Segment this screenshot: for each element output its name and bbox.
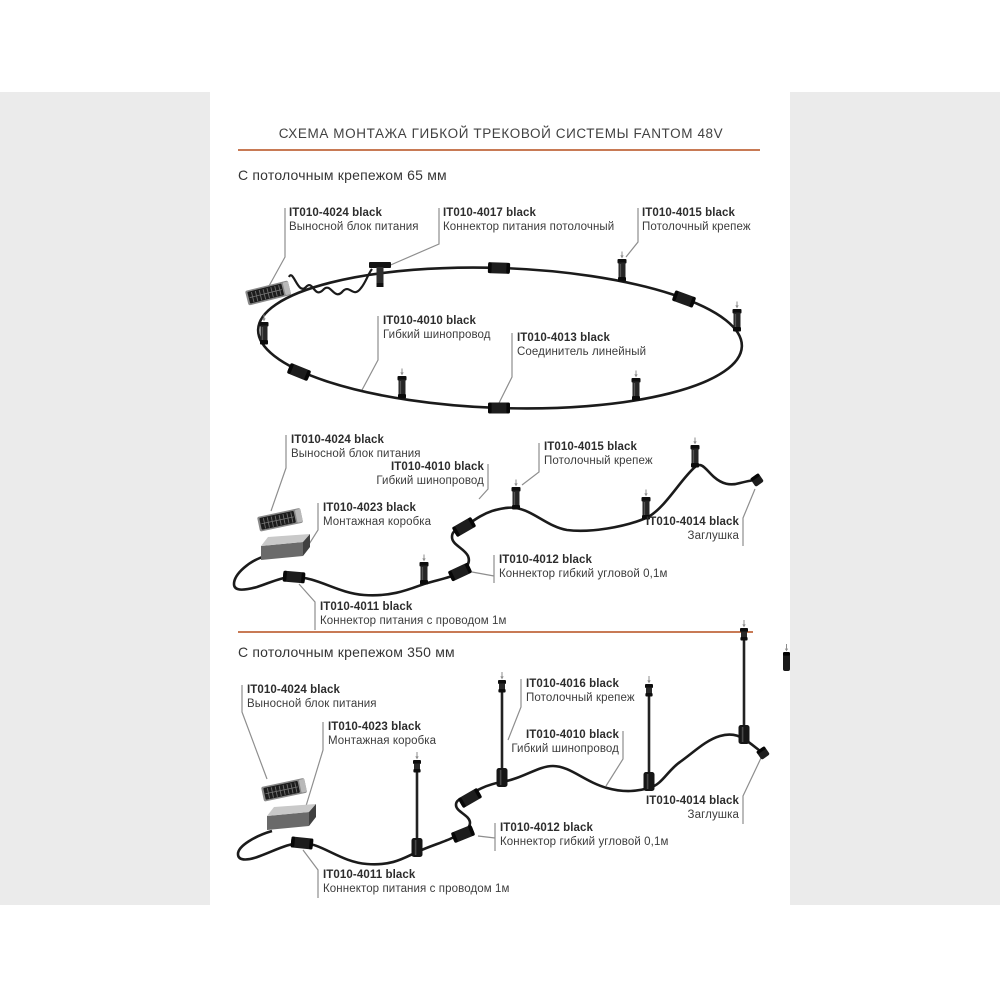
label-it010-4016 [526,678,635,705]
part-desc: Заглушка [687,529,739,542]
part-desc: Потолочный крепеж [544,454,653,467]
part-code: IT010-4024 black [247,684,341,696]
part-desc: Монтажная коробка [328,734,437,747]
part-code: IT010-4024 black [291,434,385,446]
part-desc: Гибкий шинопровод [511,742,619,755]
label-it010-4017 [443,207,614,234]
part-desc: Гибкий шинопровод [376,474,484,487]
label-it010-4015 [544,441,653,468]
part-desc: Коннектор гибкий угловой 0,1м [500,835,669,848]
part-code: IT010-4016 black [526,678,620,690]
label-it010-4010 [383,315,491,342]
part-code: IT010-4012 black [500,822,594,834]
part-code: IT010-4010 black [525,729,619,741]
part-desc: Коннектор гибкий угловой 0,1м [499,567,668,580]
part-desc: Гибкий шинопровод [383,328,491,341]
label-it010-4014 [646,516,739,543]
part-desc: Коннектор питания потолочный [443,220,615,233]
part-code: IT010-4010 black [390,461,484,473]
label-it010-4024 [247,684,377,711]
label-it010-4023 [323,502,431,529]
part-code: IT010-4015 black [544,441,638,453]
flexible-track-loop [256,260,745,417]
diagram-wavy-350mm [238,620,790,898]
label-it010-4011 [323,869,510,896]
leader-lines [269,208,638,403]
part-desc: Потолочный крепеж [526,691,635,704]
label-it010-4010 [376,461,484,488]
part-desc: Соединитель линейный [517,345,647,358]
part-code: IT010-4013 black [517,332,611,344]
part-code: IT010-4017 black [443,207,537,219]
label-it010-4013 [517,332,646,359]
part-desc: Коннектор питания с проводом 1м [320,614,507,627]
part-desc: Выносной блок питания [289,220,419,233]
part-desc: Потолочный крепеж [642,220,751,233]
part-desc: Выносной блок питания [247,697,377,710]
page-title: СХЕМА МОНТАЖА ГИБКОЙ ТРЕКОВОЙ СИСТЕМЫ FANTOM 48V [278,126,724,141]
label-it010-4015 [642,207,751,234]
part-desc: Выносной блок питания [291,447,421,460]
label-it010-4012 [499,554,667,581]
part-code: IT010-4010 black [383,315,477,327]
label-it010-4024 [289,207,419,234]
part-desc: Монтажная коробка [323,515,432,528]
part-code: IT010-4011 black [323,869,416,881]
part-code: IT010-4024 black [289,207,383,219]
part-code: IT010-4014 black [645,795,739,807]
section-heading-65mm: С потолочным крепежом 65 мм [238,167,447,183]
part-code: IT010-4011 black [320,601,413,613]
part-code: IT010-4014 black [645,516,739,528]
label-it010-4024 [291,434,421,461]
label-it010-4011 [320,601,507,628]
label-it010-4014 [646,795,739,822]
label-it010-4010 [511,729,619,756]
part-desc: Коннектор питания с проводом 1м [323,882,510,895]
part-code: IT010-4023 black [323,502,417,514]
part-code: IT010-4012 black [499,554,593,566]
diagram-oval-65mm [245,208,744,416]
edge-mount-fragment [783,644,790,671]
part-code: IT010-4015 black [642,207,736,219]
label-it010-4012 [500,822,668,849]
label-it010-4023 [328,721,436,748]
section-heading-350mm: С потолочным крепежом 350 мм [238,644,455,660]
part-desc: Заглушка [687,808,739,821]
part-code: IT010-4023 black [328,721,422,733]
